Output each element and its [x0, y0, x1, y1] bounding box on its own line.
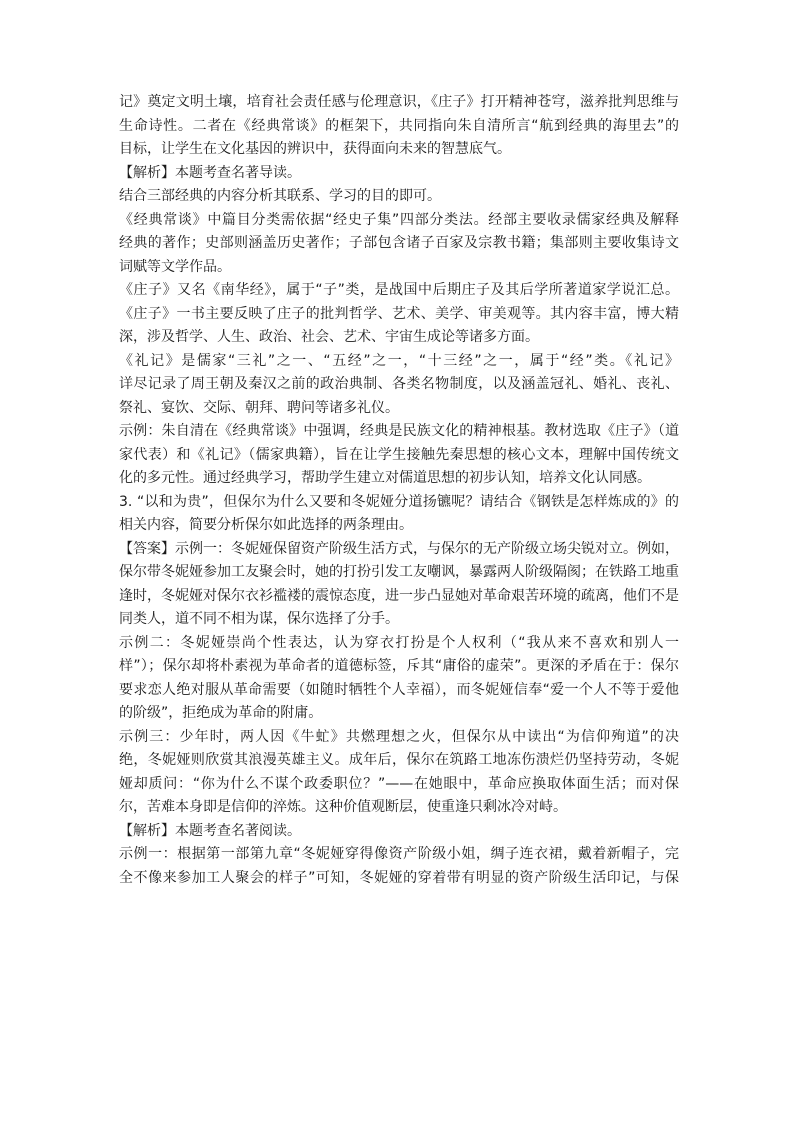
text-line: 尔，苦难本身即是信仰的淬炼。这种价值观断层，使重逢只剩冰冷对峙。: [119, 799, 567, 815]
text-line: 3. “以和为贵”，但保尔为什么又要和冬妮娅分道扬镳呢？请结合《钢铁是怎样炼成的》的: [119, 493, 679, 510]
text-line: 经典的著作；史部则涵盖历史著作；子部包含诸子百家及宗教书籍；集部则主要收集诗文: [119, 235, 679, 251]
text-line: 《礼记》是儒家“三礼”之一、“五经”之一，“十三经”之一，属于“经”类。《礼记》: [119, 352, 679, 369]
text-line: 示例：朱自清在《经典常谈》中强调，经典是民族文化的精神根基。教材选取《庄子》（道: [119, 423, 679, 439]
text-line: 词赋等文学作品。: [119, 258, 231, 275]
text-line: 记》奠定文明土壤，培育社会责任感与伦理意识，《庄子》打开精神苍穹，滋养批判思维与: [119, 94, 679, 110]
text-line: 结合三部经典的内容分析其联系、学习的目的即可。: [119, 188, 441, 204]
text-line: 相关内容，简要分析保尔如此选择的两条理由。: [119, 517, 413, 533]
text-line: 深，涉及哲学、人生、政治、社会、艺术、宇宙生成论等诸多方面。: [119, 329, 539, 345]
text-line: 样”）；保尔却将朴素视为革命者的道德标签，斥其“庸俗的虚荣”。更深的矛盾在于：保尔: [119, 658, 679, 674]
text-line: 绝，冬妮娅则欣赏其浪漫英雄主义。成年后，保尔在筑路工地冻伤溃烂仍坚持劳动，冬妮: [119, 752, 679, 768]
text-line: 的阶级”，拒绝成为革命的附庸。: [119, 705, 323, 721]
text-line: 保尔带冬妮娅参加工友聚会时，她的打扮引发工友嘲讽，暴露两人阶级隔阂；在铁路工地重: [119, 564, 679, 580]
text-line: 同类人，道不同不相为谋，保尔选择了分手。: [119, 611, 399, 627]
text-line: 化的多元性。通过经典学习，帮助学生建立对儒道思想的初步认知，培养文化认同感。: [119, 470, 651, 486]
text-line: 【解析】本题考查名著导读。: [119, 164, 301, 181]
text-line: 要求恋人绝对服从革命需要（如随时牺牲个人幸福），而冬妮娅信奉“爱一个人不等于爱他: [119, 681, 679, 698]
text-line: 【答案】示例一：冬妮娅保留资产阶级生活方式，与保尔的无产阶级立场尖锐对立。例如，: [119, 540, 679, 557]
text-line: 示例三：少年时，两人因《牛虻》共燃理想之火，但保尔从中读出“为信仰殉道”的决: [119, 728, 679, 745]
text-line: 《庄子》一书主要反映了庄子的批判哲学、艺术、美学、审美观等。其内容丰富，博大精: [119, 305, 679, 322]
text-line: 目标，让学生在文化基因的辨识中，获得面向未来的智慧底气。: [119, 141, 511, 157]
text-line: 家代表）和《礼记》（儒家典籍），旨在让学生接触先秦思想的核心文本，理解中国传统文: [119, 446, 679, 463]
text-line: 示例二：冬妮娅崇尚个性表达，认为穿衣打扮是个人权利（“我从来不喜欢和别人一: [119, 634, 679, 651]
text-line: 生命诗性。二者在《经典常谈》的框架下，共同指向朱自清所言“航到经典的海里去”的: [119, 117, 679, 134]
text-line: 祭礼、宴饮、交际、朝拜、聘问等诸多礼仪。: [119, 399, 399, 416]
text-line: 详尽记录了周王朝及秦汉之前的政治典制、各类名物制度，以及涵盖冠礼、婚礼、丧礼、: [119, 376, 679, 392]
text-line: 《庄子》又名《南华经》，属于“子”类，是战国中后期庄子及其后学所著道家学说汇总。: [119, 282, 679, 298]
text-line: 《经典常谈》中篇目分类需依据“经史子集”四部分类法。经部主要收录儒家经典及解释: [119, 211, 679, 228]
document-body: [119, 91, 679, 890]
text-line: 娅却质问：“你为什么不谋个政委职位？”——在她眼中，革命应换取体面生活；而对保: [119, 775, 679, 792]
text-line: 【解析】本题考查名著阅读。: [119, 822, 301, 839]
text-line: 逢时，冬妮娅对保尔衣衫褴褛的震惊态度，进一步凸显她对革命艰苦环境的疏离，他们不是: [119, 587, 679, 604]
text-line: 示例一：根据第一部第九章“冬妮娅穿得像资产阶级小姐，绸子连衣裙，戴着新帽子，完: [119, 846, 679, 862]
text-line: 全不像来参加工人聚会的样子”可知，冬妮娅的穿着带有明显的资产阶级生活印记，与保: [119, 869, 679, 886]
